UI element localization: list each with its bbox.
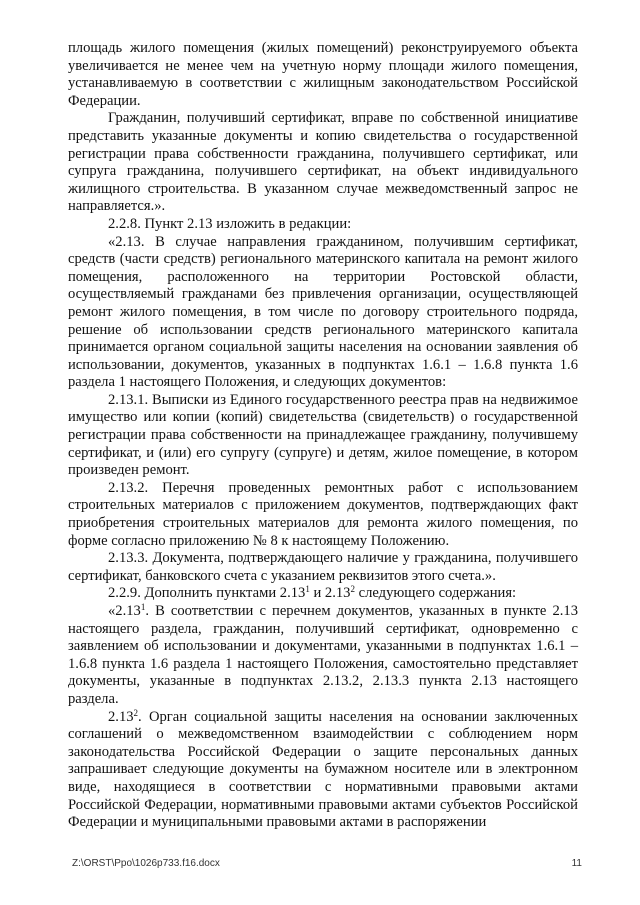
superscript: 2 [133,707,139,718]
text-run: . В соответствии с перечнем документов, указанных в пункте 2.13 настоящего раздела, гражданин, получивший сертификат, одновременно с заявлением об использовании и документами, указанными в подпунктах 1.6.1 – 1.6.8 пункта 1.6 раздела 1 настоящего Положения, самостоятельно представляет документы, указанные в подпунктах 2.13.2, 2.13.3 пункта 2.13 настоящего раздела. [68,603,578,707]
paragraph-2-2-8: 2.2.8. Пункт 2.13 изложить в редакции: [108,215,352,232]
text-run: «2.13 [108,603,141,619]
paragraph-2-13-3: 2.13.3. Документа, подтверждающего наличие у гражданина, получившего сертификат, банковского счета с указанием реквизитов этого счета.». [68,550,578,584]
file-path: Z:\ORST\Ppo\1026p733.f16.docx [72,858,220,869]
paragraph-1: площадь жилого помещения (жилых помещений) реконструируемого объекта увеличивается не менее чем на учетную норму площади жилого помещения, устанавливаемую в соответствии с жилищным законодательством Российской Федерации. [68,40,578,109]
document-body [68,40,578,832]
superscript: 1 [305,584,310,595]
text-run: и 2.13 [309,585,351,602]
superscript: 1 [140,602,146,612]
text-run: . Орган социальной защиты населения на основании заключенных соглашений о межведомственном взаимодействии с соблюдением норм законодательства Российской Федерации о защите персональных данных запрашивает следующие документы на бумажном носителе или в электронном виде, находящиеся в соответствии с нормативными правовыми актами Российской Федерации, нормативными правовыми актами субъектов Российской Федерации и муниципальными правовыми актами в распоряжении [68,708,578,831]
paragraph-2-13-2: 2.13.2. Перечня проведенных ремонтных работ с использованием строительных материалов с приложением документов, подтверждающих факт приобретения строительных материалов для ремонта жилого помещения, по форме согласно приложению № 8 к настоящему Положению. [68,479,578,549]
text-run: следующего содержания: [354,585,517,602]
paragraph-2-2-9 [68,585,578,603]
paragraph-2-13-1: 2.13.1. Выписки из Единого государственного реестра прав на недвижимое имущество или копии (копий) свидетельства (свидетельств) о государственной регистрации права собственности на принадлежащее гражданину, получившему сертификат, и (или) его супругу (супруге) и детям, жилое помещение, в котором произведен ремонт. [68,391,578,479]
paragraph-2-13: «2.13. В случае направления гражданином, получившим сертификат, средств (части средств) регионального материнского капитала на ремонт жилого помещения, расположенного на территории Ростовской области, осуществляемый гражданами без привлечения организации, осуществляющей ремонт жилого помещения, в том числе по договору строительного подряда, решение об использовании средств регионального материнского капитала принимается органом социальной защиты населения на основании заявления об использовании, документов, указанных в подпунктах 1.6.1 – 1.6.8 пункта 1.6 раздела 1 настоящего Положения, и следующих документов: [68,233,578,391]
page-number: 11 [571,858,582,869]
text-run: 2.2.9. Дополнить пунктами 2.13 [108,585,306,602]
paragraph-2-13-sup2 [68,709,578,832]
superscript: 2 [350,584,355,595]
text-run: 2.13 [108,708,134,725]
paragraph-2-13-sup1 [68,603,578,709]
paragraph-2: Гражданин, получивший сертификат, вправе по собственной инициативе представить указанные документы и копию свидетельства о государственной регистрации права собственности гражданина, получившего сертификат, или супруга гражданина, получившего сертификат, на объект индивидуального жилищного строительства. В указанном случае межведомственный запрос не направляется.». [68,110,578,215]
